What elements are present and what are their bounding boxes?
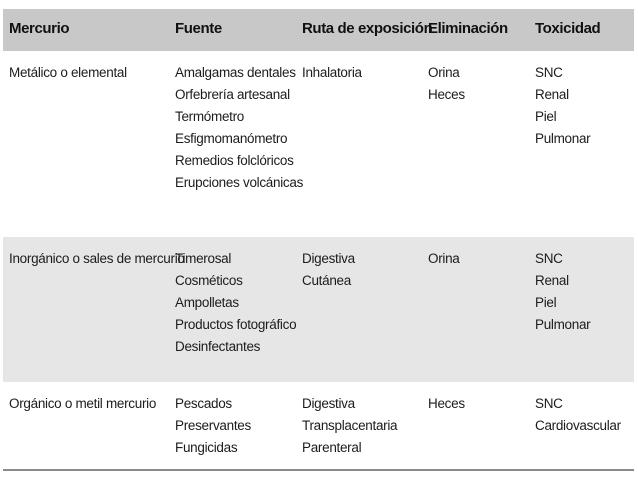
cell-line: Productos fotográfico	[175, 317, 297, 332]
cell-ruta	[302, 393, 424, 459]
cell-line: SNC	[535, 251, 563, 266]
cell-line: Cutánea	[302, 273, 351, 288]
header-toxicidad: Toxicidad	[535, 20, 601, 37]
table-row	[3, 237, 634, 382]
cell-ruta	[302, 62, 424, 84]
cell-eliminacion	[428, 248, 528, 270]
cell-line: Orina	[428, 251, 460, 266]
cell-line: Esfigmomanómetro	[175, 131, 288, 146]
cell-line: Ampolletas	[175, 295, 239, 310]
cell-toxicidad	[535, 248, 631, 336]
cell-line: Remedios folclóricos	[175, 153, 294, 168]
cell-toxicidad	[535, 62, 631, 150]
cell-fuente	[175, 248, 295, 358]
cell-line: Orfebrería artesanal	[175, 87, 290, 102]
cell-line: Preservantes	[175, 418, 251, 433]
cell-line: SNC	[535, 65, 563, 80]
cell-toxicidad	[535, 393, 631, 437]
cell-line: Desinfectantes	[175, 339, 261, 354]
cell-line: Termómetro	[175, 109, 245, 124]
cell-fuente	[175, 62, 304, 194]
cell-line: Renal	[535, 273, 569, 288]
cell-line: Transplacentaria	[302, 418, 398, 433]
cell-mercurio	[9, 393, 169, 415]
cell-line: Pulmonar	[535, 131, 591, 146]
cell-line: Parenteral	[302, 440, 362, 455]
cell-line: Renal	[535, 87, 569, 102]
mercury-table	[3, 9, 634, 471]
cell-line: Cardiovascular	[535, 418, 621, 433]
header-eliminacion: Eliminación	[428, 20, 508, 37]
cell-line: Piel	[535, 295, 557, 310]
table-row	[3, 382, 634, 469]
cell-eliminacion	[428, 62, 528, 106]
cell-line: Fungicidas	[175, 440, 238, 455]
cell-line: Inhalatoria	[302, 65, 362, 80]
cell-eliminacion	[428, 393, 528, 415]
header-mercurio: Mercurio	[9, 20, 70, 37]
cell-mercurio	[9, 248, 185, 270]
cell-line: Timerosal	[175, 251, 232, 266]
cell-line: Heces	[428, 396, 465, 411]
cell-line: Pulmonar	[535, 317, 591, 332]
header-ruta: Ruta de exposición	[302, 20, 433, 37]
cell-line: Orina	[428, 65, 460, 80]
cell-fuente	[175, 393, 295, 459]
cell-line: Metálico o elemental	[9, 65, 127, 80]
cell-mercurio	[9, 62, 169, 84]
cell-line: Digestiva	[302, 396, 355, 411]
cell-line: Pescados	[175, 396, 232, 411]
cell-ruta	[302, 248, 424, 292]
cell-line: Erupciones volcánicas	[175, 175, 304, 190]
cell-line: Orgánico o metil mercurio	[9, 396, 157, 411]
table-header-row	[3, 9, 634, 51]
cell-line: Inorgánico o sales de mercurio	[9, 251, 185, 266]
cell-line: Amalgamas dentales	[175, 65, 296, 80]
cell-line: Piel	[535, 109, 557, 124]
table-row	[3, 51, 634, 237]
cell-line: Heces	[428, 87, 465, 102]
header-fuente: Fuente	[175, 20, 222, 37]
cell-line: SNC	[535, 396, 563, 411]
cell-line: Cosméticos	[175, 273, 243, 288]
cell-line: Digestiva	[302, 251, 355, 266]
